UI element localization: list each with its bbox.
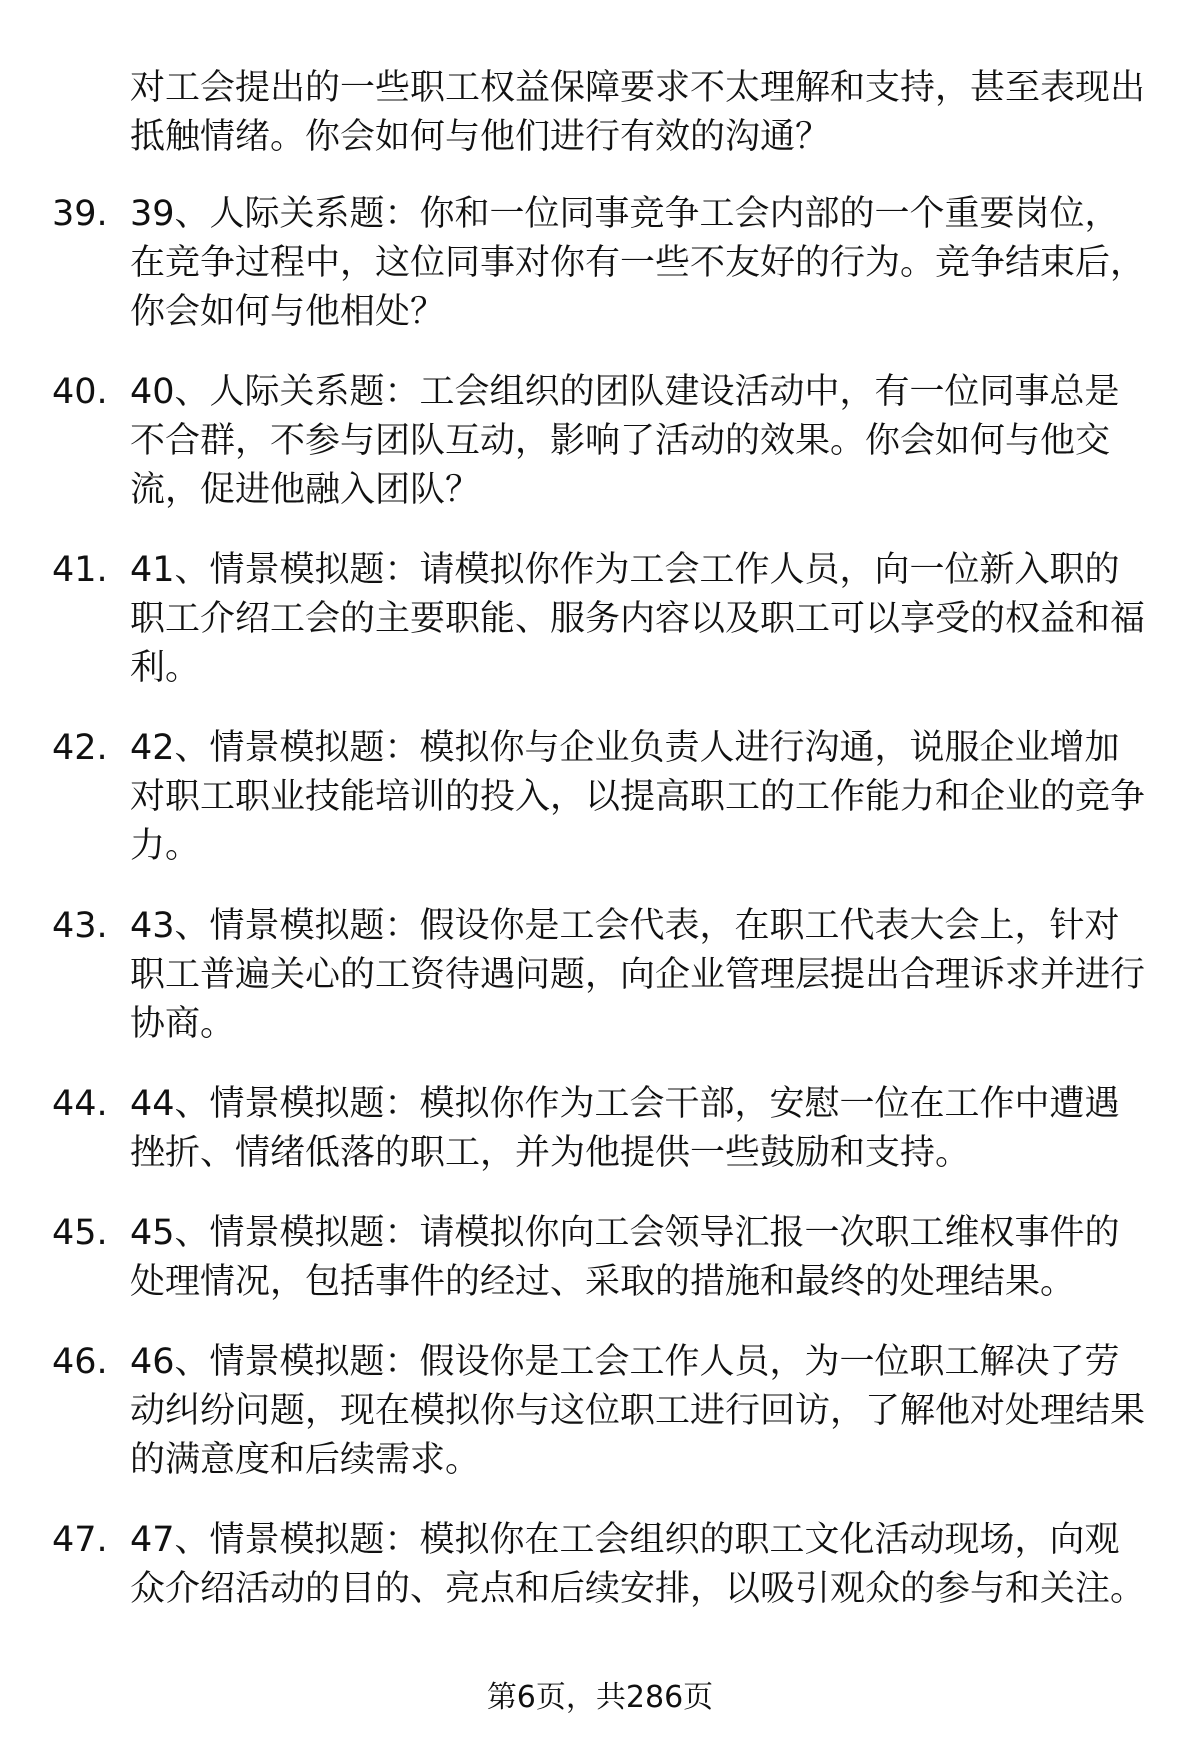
item-text: 47、情景模拟题：模拟你在工会组织的职工文化活动现场，向观众介绍活动的目的、亮点和后续安排，以吸引观众的参与和关注。 bbox=[130, 1520, 1146, 1609]
item-text: 40、人际关系题：工会组织的团队建设活动中，有一位同事总是不合群，不参与团队互动，影响了活动的效果。你会如何与他交流，促进他融入团队？ bbox=[130, 372, 1120, 510]
list-item bbox=[0, 1338, 1200, 1485]
item-text: 42、情景模拟题：模拟你与企业负责人进行沟通，说服企业增加对职工职业技能培训的投入，以提高职工的工作能力和企业的竞争力。 bbox=[130, 728, 1146, 866]
item-text: 41、情景模拟题：请模拟你作为工会工作人员，向一位新入职的职工介绍工会的主要职能、服务内容以及职工可以享受的权益和福利。 bbox=[130, 550, 1146, 688]
item-text: 43、情景模拟题：假设你是工会代表，在职工代表大会上，针对职工普遍关心的工资待遇问题，向企业管理层提出合理诉求并进行协商。 bbox=[130, 906, 1146, 1044]
list-item bbox=[0, 1080, 1200, 1178]
item-number: 45. bbox=[52, 1213, 108, 1253]
question-list bbox=[0, 190, 1200, 1645]
item-number: 42. bbox=[52, 728, 108, 768]
continued-paragraph: 对工会提出的一些职工权益保障要求不太理解和支持，甚至表现出抵触情绪。你会如何与他们进行有效的沟通？ bbox=[130, 68, 1146, 157]
list-item bbox=[0, 368, 1200, 515]
item-number: 46. bbox=[52, 1342, 108, 1382]
item-text: 46、情景模拟题：假设你是工会工作人员，为一位职工解决了劳动纠纷问题，现在模拟你与这位职工进行回访，了解他对处理结果的满意度和后续需求。 bbox=[130, 1342, 1146, 1480]
page-footer: 第6页，共286页 bbox=[486, 1680, 714, 1715]
item-number: 47. bbox=[52, 1520, 108, 1560]
item-number: 40. bbox=[52, 372, 108, 412]
list-item bbox=[0, 1209, 1200, 1307]
list-item bbox=[0, 724, 1200, 871]
list-item bbox=[0, 1516, 1200, 1614]
list-item bbox=[0, 190, 1200, 337]
item-number: 41. bbox=[52, 550, 108, 590]
item-number: 39. bbox=[52, 194, 108, 234]
item-number: 44. bbox=[52, 1084, 108, 1124]
list-item bbox=[0, 902, 1200, 1049]
list-item bbox=[0, 546, 1200, 693]
item-number: 43. bbox=[52, 906, 108, 946]
item-text: 44、情景模拟题：模拟你作为工会干部，安慰一位在工作中遭遇挫折、情绪低落的职工，并为他提供一些鼓励和支持。 bbox=[130, 1084, 1120, 1173]
item-text: 39、人际关系题：你和一位同事竞争工会内部的一个重要岗位，在竞争过程中，这位同事对你有一些不友好的行为。竞争结束后，你会如何与他相处？ bbox=[130, 194, 1146, 332]
item-text: 45、情景模拟题：请模拟你向工会领导汇报一次职工维权事件的处理情况，包括事件的经过、采取的措施和最终的处理结果。 bbox=[130, 1213, 1120, 1302]
